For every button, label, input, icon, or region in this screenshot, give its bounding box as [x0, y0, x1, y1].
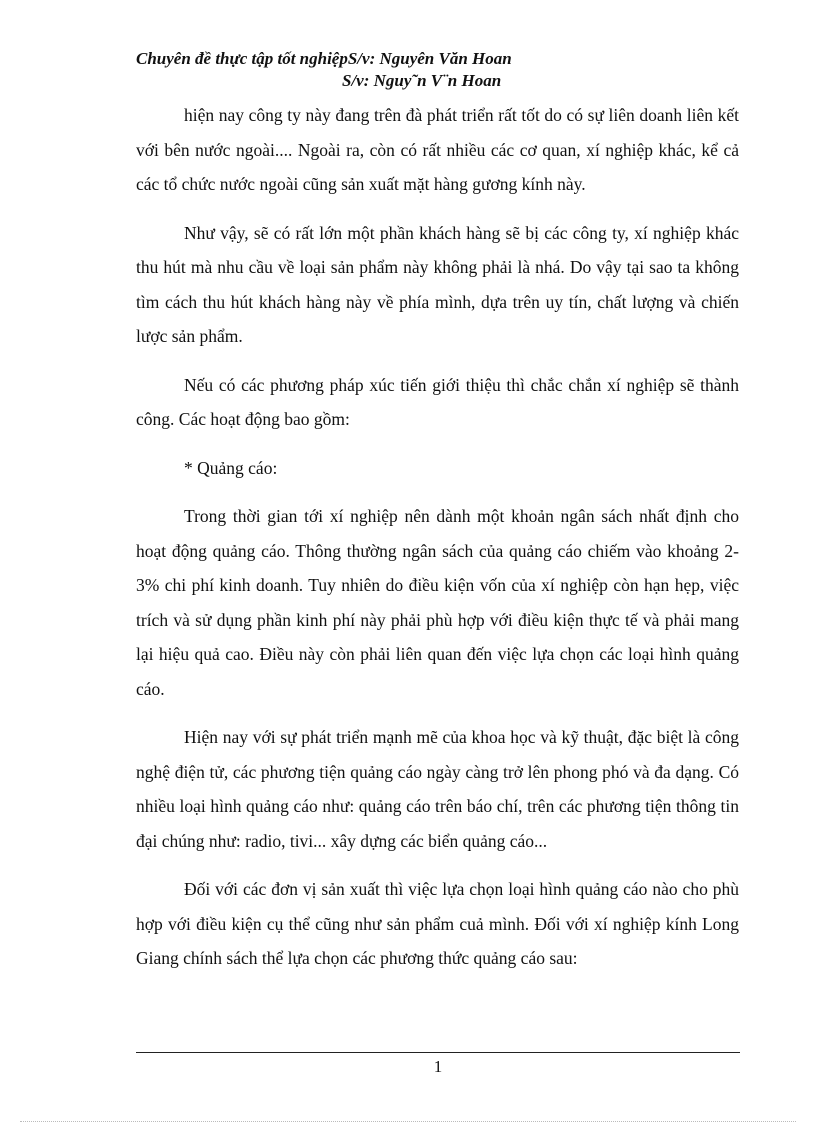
page-number: 1 [433, 1057, 443, 1076]
page-header [136, 48, 756, 92]
paragraph: Nếu có các phương pháp xúc tiến giới thiệu thì chắc chắn xí nghiệp sẽ thành công. Các hoạt động bao gồm: [136, 374, 739, 429]
section-heading-advertising: * Quảng cáo: [184, 457, 278, 478]
header-author: S/v: Nguy˜n V¨n Hoan [342, 71, 502, 90]
paragraph: Hiện nay với sự phát triển mạnh mẽ của khoa học và kỹ thuật, đặc biệt là công nghệ điện tử, các phương tiện quảng cáo ngày càng trở lên phong phó và đa dạng. Có nhiều loại hình quảng cáo như: quảng cáo trên báo chí, trên các phương tiện thông tin đại chúng như: radio, tivi... xây dựng các biển quảng cáo... [136, 727, 739, 851]
document-body [136, 98, 739, 990]
header-title: Chuyên đề thực tập tốt nghiệpS/v: Nguyên Văn Hoan [136, 49, 512, 68]
footer-divider [136, 1052, 740, 1053]
paragraph: hiện nay công ty này đang trên đà phát triển rất tốt do có sự liên doanh liên kết với bên nước ngoài.... Ngoài ra, còn có rất nhiều các cơ quan, xí nghiệp khác, kể cả các tổ chức nước ngoài cũng sản xuất mặt hàng gương kính này. [136, 105, 739, 194]
paragraph: Như vậy, sẽ có rất lớn một phần khách hàng sẽ bị các công ty, xí nghiệp khác thu hút mà nhu cầu về loại sản phẩm này không phải là nhá. Do vậy tại sao ta không tìm cách thu hút khách hàng này về phía mình, dựa trên uy tín, chất lượng và chiến lược sản phẩm. [136, 222, 739, 346]
paragraph: Trong thời gian tới xí nghiệp nên dành một khoản ngân sách nhất định cho hoạt động quảng cáo. Thông thường ngân sách của quảng cáo chiếm vào khoảng 2-3% chi phí kinh doanh. Tuy nhiên do điều kiện vốn của xí nghiệp còn hạn hẹp, việc trích và sử dụng phần kinh phí này phải phù hợp với điều kiện thực tế và phải mang lại hiệu quả cao. Điều này còn phải liên quan đến việc lựa chọn các loại hình quảng cáo. [136, 506, 739, 699]
page-bottom-border [20, 1121, 796, 1122]
paragraph: Đối với các đơn vị sản xuất thì việc lựa chọn loại hình quảng cáo nào cho phù hợp với điều kiện cụ thể cũng như sản phẩm cuả mình. Đối với xí nghiệp kính Long Giang chính sách thể lựa chọn các phương thức quảng cáo sau: [136, 879, 739, 968]
